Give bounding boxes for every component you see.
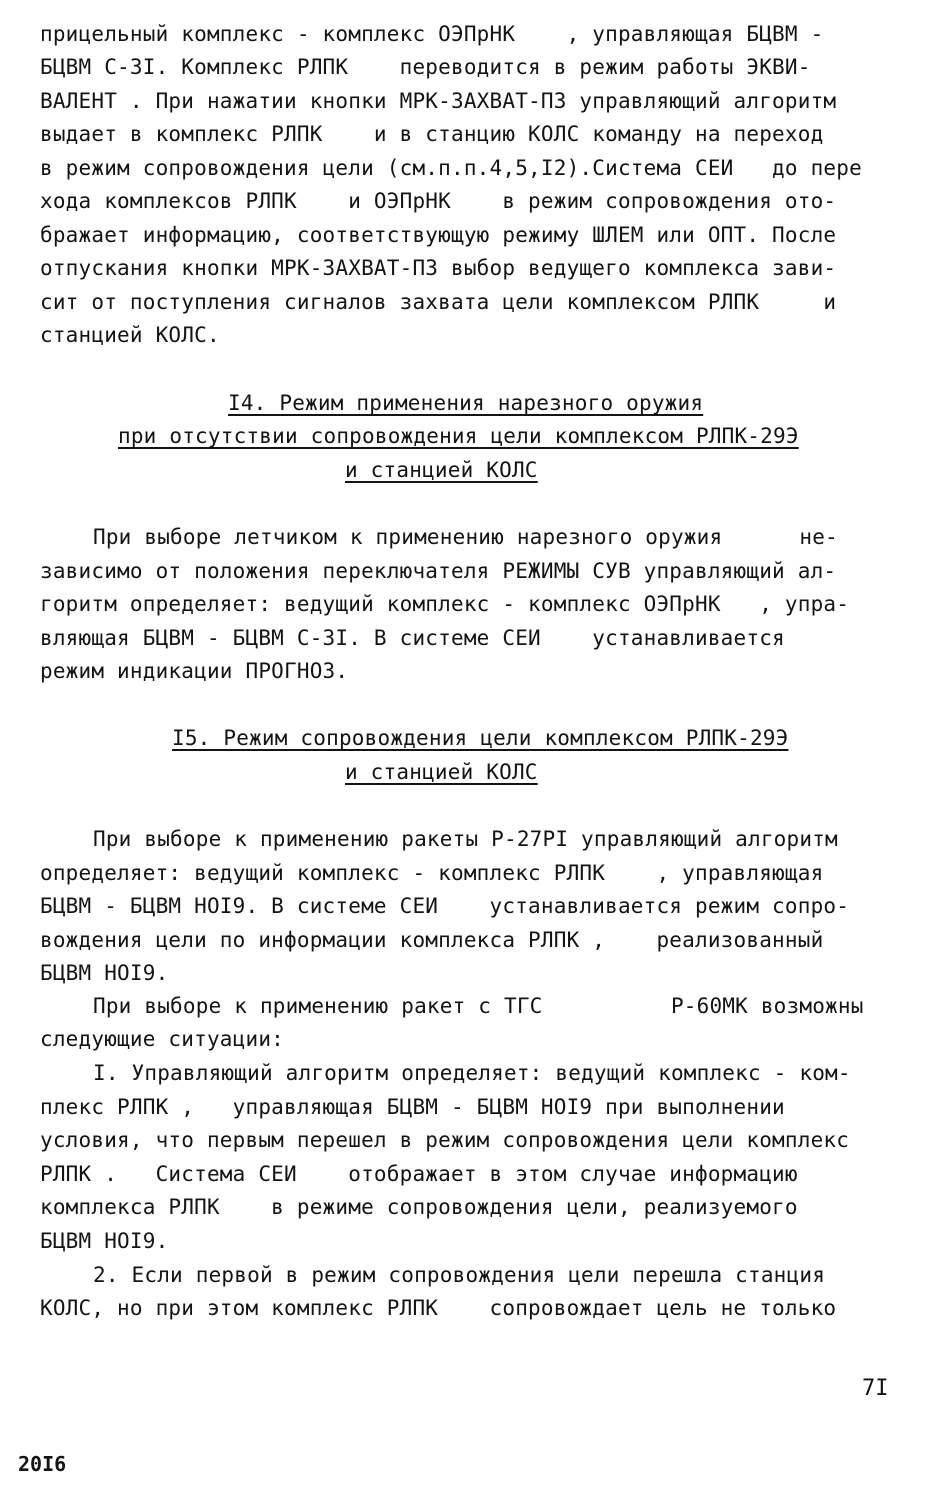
text-line: режим индикации ПРОГНОЗ. [40,659,349,683]
text-line: выдает в комплекс РЛПК и в станцию КОЛС команду на переход [40,122,824,146]
text-line: определяет: ведущий комплекс - комплекс РЛПК , управляющая [40,861,824,885]
text-line: хода комплексов РЛПК и ОЭПрНК в режим сопровождения ото- [40,189,837,213]
section-14-heading-line: I4. Режим применения нарезного оружия [228,391,704,415]
text-line: При выборе к применению ракеты Р-27РI управляющий алгоритм [93,827,838,851]
text-line: комплекса РЛПК в режиме сопровождения цели, реализуемого [40,1195,798,1219]
section-14-heading-line: при отсутствии сопровождения цели комплексом РЛПК-29Э [118,424,799,448]
section-15-heading-line: I5. Режим сопровождения цели комплексом РЛПК-29Э [172,726,789,750]
text-line: вляющая БЦВМ - БЦВМ С-3I. В системе СЕИ устанавливается [40,626,785,650]
text-line: 2. Если первой в режим сопровождения цели перешла станция [93,1263,826,1287]
text-line: горитм определяет: ведущий комплекс - комплекс ОЭПрНК , упра- [40,592,850,616]
section-15-heading-line: и станцией КОЛС [345,760,538,784]
text-line: станцией КОЛС. [40,323,220,347]
text-line: зависимо от положения переключателя РЕЖИМЫ СУВ управляющий ал- [40,559,837,583]
page-number: 7I [862,1376,889,1401]
text-line: БЦВМ С-3I. Комплекс РЛПК переводится в режим работы ЭКВИ- [40,55,811,79]
section-14-heading-line: и станцией КОЛС [345,458,538,482]
text-line: КОЛС, но при этом комплекс РЛПК сопровождает цель не только [40,1296,837,1320]
text-line: При выборе летчиком к применению нарезного оружия не- [93,525,838,549]
text-line: сит от поступления сигналов захвата цели комплексом РЛПК и [40,290,837,314]
text-line: отпускания кнопки МРК-ЗАХВАТ-ПЗ выбор ведущего комплекса зави- [40,256,837,280]
text-line: вождения цели по информации комплекса РЛПК , реализованный [40,928,824,952]
text-line: плекс РЛПК , управляющая БЦВМ - БЦВМ НОI9 при выполнении [40,1095,785,1119]
text-line: условия, что первым перешел в режим сопровождения цели комплекс [40,1128,850,1152]
text-line: БЦВМ - БЦВМ НОI9. В системе СЕИ устанавливается режим сопро- [40,894,850,918]
text-line: в режим сопровождения цели (см.п.п.4,5,I2).Система СЕИ до пере [40,156,862,180]
footer-code: 20I6 [18,1452,67,1476]
text-line: При выборе к применению ракет с ТГС Р-60МК возможны [93,994,864,1018]
text-line: I. Управляющий алгоритм определяет: ведущий комплекс - ком- [93,1061,851,1085]
text-line: БЦВМ НОI9. [40,961,169,985]
text-line: РЛПК . Система СЕИ отображает в этом случае информацию [40,1162,798,1186]
text-line: следующие ситуации: [40,1027,285,1051]
text-line: прицельный комплекс - комплекс ОЭПрНК , управляющая БЦВМ - [40,22,824,46]
text-line: ВАЛЕНТ . При нажатии кнопки МРК-ЗАХВАТ-ПЗ управляющий алгоритм [40,89,837,113]
text-line: бражает информацию, соответствующую режиму ШЛЕМ или ОПТ. После [40,223,837,247]
text-line: БЦВМ НОI9. [40,1229,169,1253]
